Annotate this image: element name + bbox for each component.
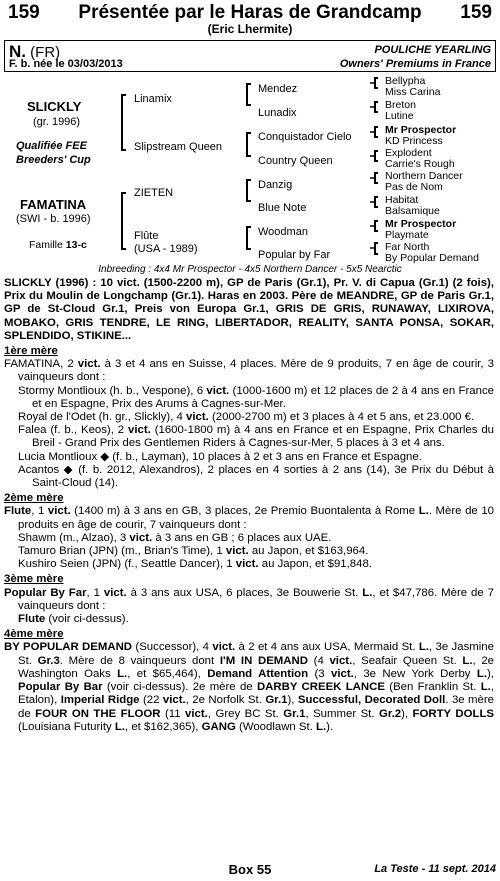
pedigree-dam-sire: ZIETEN: [134, 187, 174, 199]
page-footer: [0, 862, 500, 878]
horse-birth: F. b. née le 03/03/2013: [9, 58, 123, 70]
progeny-falea: Falea (f. b., Keos), 2 vict. (1600-1800 m) à 4 ans en France et en Espagne, Prix Charles du Breil - Grand Prix des Gentlemen Riders à Cagnes-sur-Mer, 5 places à 3 et 4 ans.: [18, 424, 494, 450]
pedigree-gen3-3: Conquistador Cielo: [258, 131, 352, 143]
pedigree-gen4-8: Carrie's Rough: [385, 158, 455, 170]
catalogue-text: [4, 277, 494, 734]
sire-note-line2: Breeders' Cup: [16, 154, 91, 166]
pedigree-gen4-2: Miss Carina: [385, 86, 441, 98]
pedigree-gen4-11: Habitat: [385, 194, 419, 206]
progeny-royal-de-lodet: Royal de l'Odet (h. gr., Slickly), 4 vict. (2000-2700 m) et 3 places à 4 et 5 ans, et 23.000 €.: [18, 411, 475, 424]
pedigree-gen4-10: Pas de Nom: [385, 181, 443, 193]
pedigree-gen3-4: Country Queen: [258, 155, 333, 167]
section-3eme-mere: 3ème mère: [4, 573, 64, 586]
pedigree-sire-sire: Linamix: [134, 93, 172, 105]
pedigree-gen3-1: Mendez: [258, 83, 298, 95]
owners-premiums: Owners' Premiums in France: [339, 58, 491, 70]
pedigree-gen3-5: Danzig: [258, 179, 293, 191]
pedigree-dam-dam-info: (USA - 1989): [134, 243, 198, 255]
pedigree-gen4-13: Mr Prospector: [385, 218, 457, 230]
progeny-kushiro-seien: Kushiro Seien (JPN) (f., Seattle Dancer), 1 vict. au Japon, et $91,848.: [18, 558, 372, 571]
sire-info: (gr. 1996): [33, 116, 81, 128]
pedigree-gen4-5: Mr Prospector: [385, 124, 457, 136]
pedigree-gen3-2: Lunadix: [258, 107, 297, 119]
pedigree-gen3-6: Blue Note: [258, 202, 307, 214]
horse-country: (FR): [30, 44, 61, 61]
progeny-shawm: Shawm (m., Alzao), 3 vict. à 3 ans en GB ; 6 places aux UAE.: [18, 531, 332, 544]
pedigree-gen4-7: Explodent: [385, 147, 432, 159]
pedigree-sire-dam: Slipstream Queen: [134, 141, 223, 153]
dam-record: FAMATINA, 2 vict. à 3 et 4 ans en Suisse, 4 places. Mère de 9 produits, 7 en âge de courir, 3 vainqueurs dont :: [4, 358, 494, 384]
sire-name: SLICKLY: [27, 99, 82, 114]
box-number: Box 55: [228, 862, 272, 877]
pedigree-gen4-9: Northern Dancer: [385, 170, 463, 182]
inbreeding-line: Inbreeding : 4x4 Mr Prospector - 4x5 Northern Dancer - 5x5 Nearctic: [98, 264, 402, 275]
progeny-flute: Flute (voir ci-dessus).: [18, 613, 129, 626]
consignor-title: Présentée par le Haras de Grandcamp: [78, 2, 422, 23]
consignor-subtitle: (Eric Lhermite): [207, 22, 293, 36]
lot-number-right: 159: [460, 2, 492, 23]
pedigree-gen4-15: Far North: [385, 241, 430, 253]
pedigree-gen4-1: Bellypha: [385, 75, 426, 87]
section-4eme-mere: 4ème mère: [4, 628, 64, 641]
progeny-lucia-montlioux: Lucia Montlioux ◆ (f. b., Layman), 10 places à 2 et 3 ans en France et Espagne.: [18, 450, 422, 463]
dam-family: Famille 13-c: [29, 239, 87, 251]
sire-record: SLICKLY (1996) : 10 vict. (1500-2200 m), GP de Paris (Gr.1), Pr. V. di Capua (Gr.1) (2 fois), Prix du Moulin de Longchamp (Gr.1). Haras en 2003. Père de MEANDRE, GP de Paris Gr.1, GP de St-Cloud Gr.1, Preis von Europa Gr.1, GRIS DE GRIS, RUNAWAY, LIXIROVA, MOBAKO, GRIS TENDRE, LE RING, LIBERTADOR, REALITY, SANTA PONSA, SOKAR, SPLENDIDO, STIKINE...: [4, 277, 494, 342]
third-dam-record: Popular By Far, 1 vict. à 3 ans aux USA, 6 places, 3e Bouwerie St. L., et $47,786. Mère de 7 vainqueurs dont :: [4, 586, 494, 612]
progeny-acantos: Acantos ◆ (f. b. 2012, Alexandros), 2 places en 4 sorties à 2 ans (14), 3e Prix du Début à Saint-Cloud (14).: [18, 463, 494, 490]
pedigree-dam-dam: Flûte: [134, 230, 159, 242]
catalogue-header: [0, 2, 500, 42]
pedigree-gen4-4: Lutine: [385, 110, 414, 122]
section-1ere-mere: 1ère mère: [4, 345, 58, 358]
second-dam-record: Flute, 1 vict. (1400 m) à 3 ans en GB, 3 places, 2e Premio Buontalenta à Rome L.. Mère de 10 produits en âge de courir, 7 vainqueurs dont :: [4, 505, 494, 531]
pedigree-gen4-12: Balsamique: [385, 205, 440, 217]
pedigree-gen4-3: Breton: [385, 99, 416, 111]
sale-date: La Teste - 11 sept. 2014: [374, 863, 496, 875]
progeny-tamuro-brian: Tamuro Brian (JPN) (m., Brian's Time), 1 vict. au Japon, et $163,964.: [18, 545, 369, 558]
fourth-dam-record: BY POPULAR DEMAND (Successor), 4 vict. à 2 et 4 ans aux USA, Mermaid St. L., 3e Jasmine St. Gr.3. Mère de 8 vainqueurs dont I'M IN DEMAND (4 vict., Seafair Queen St. L., 2e Washington Oaks L., et $65,464), Demand Attention (3 vict., 3e New York Derby L.), Popular By Bar (voir ci-dessus). 2e mère de DARBY CREEK LANCE (Ben Franklin St. L., Etalon), Imperial Ridge (22 vict., 2e Norfolk St. Gr.1), Successful, Decorated Doll. 3e mère de FOUR ON THE FLOOR (11 vict., Grey BC St. Gr.1, Summer St. Gr.2), FORTY DOLLS (Louisiana Futurity L., et $162,365), GANG (Woodlawn St. L.).: [4, 641, 495, 733]
lot-number-left: 159: [8, 2, 40, 23]
dam-info: (SWI - b. 1996): [16, 213, 91, 225]
horse-identity-box: [4, 40, 496, 72]
pedigree-table: [0, 73, 500, 273]
pedigree-gen4-16: By Popular Demand: [385, 252, 479, 264]
pedigree-gen3-8: Popular by Far: [258, 249, 331, 261]
section-2eme-mere: 2ème mère: [4, 492, 64, 505]
horse-category: POULICHE YEARLING: [374, 44, 491, 56]
pedigree-gen4-14: Playmate: [385, 229, 429, 241]
sire-note-line1: Qualifiée FEE: [16, 140, 87, 152]
progeny-stormy-montlioux: Stormy Montlioux (h. b., Vespone), 6 vict. (1000-1600 m) et 12 places de 2 à 4 ans en France et en Espagne, Prix des Arums à Cagnes-sur-Mer.: [18, 384, 494, 410]
pedigree-gen4-6: KD Princess: [385, 135, 443, 147]
dam-name: FAMATINA: [20, 197, 87, 212]
pedigree-gen3-7: Woodman: [258, 226, 308, 238]
horse-name: N.: [9, 42, 26, 61]
